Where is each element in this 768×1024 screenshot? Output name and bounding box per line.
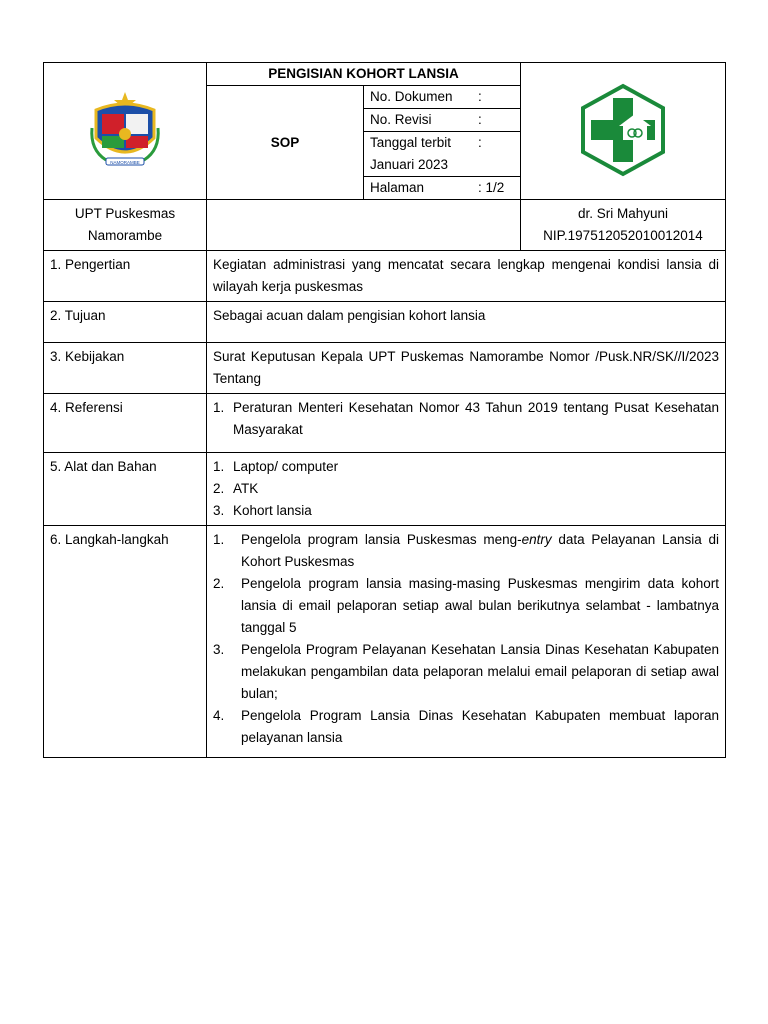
list-item: 1. Laptop/ computer [213, 459, 339, 474]
section-content-tujuan: Sebagai acuan dalam pengisian kohort lansia [207, 302, 726, 343]
section-label-tujuan: 2. Tujuan [44, 302, 207, 343]
section-content-kebijakan: Surat Keputusan Kepala UPT Puskemas Namorambe Nomor /Pusk.NR/SK//I/2023 Tentang [207, 343, 726, 394]
section-content-alat [207, 453, 726, 526]
signatory-cell [521, 200, 726, 251]
section-label-langkah: 6. Langkah-langkah [44, 526, 207, 758]
section-content-referensi [207, 394, 726, 453]
blank-signature-cell [207, 200, 521, 251]
meta-doc-number: No. Dokumen : [364, 86, 521, 109]
meta-issue-date: Tanggal terbit : Januari 2023 [364, 132, 521, 177]
sop-label: SOP [207, 86, 364, 200]
section-label-kebijakan: 3. Kebijakan [44, 343, 207, 394]
section-content-pengertian: Kegiatan administrasi yang mencatat secara lengkap mengenai kondisi lansia di wilayah kerja puskesmas [207, 251, 726, 302]
organization-cell [44, 200, 207, 251]
list-item: 4. Pengelola Program Lansia Dinas Kesehatan Kabupaten membuat laporan pelayanan lansia [213, 708, 719, 745]
list-item: 3. Pengelola Program Pelayanan Kesehatan Lansia Dinas Kesehatan Kabupaten melakukan pengambilan data pelaporan melalui email pelaporan di setiap awal bulan; [213, 642, 719, 701]
list-item: 1. Pengelola program lansia Puskesmas meng-entry data Pelayanan Lansia di Kohort Puskesmas [213, 532, 719, 569]
list-item: 1. Peraturan Menteri Kesehatan Nomor 43 Tahun 2019 tentang Pusat Kesehatan Masyarakat [213, 400, 719, 437]
signatory-nip: NIP.197512052010012014 [543, 228, 703, 243]
section-label-alat: 5. Alat dan Bahan [44, 453, 207, 526]
seal-ribbon-text: NAMORAMBE [110, 159, 140, 165]
puskesmas-logo-cell [521, 63, 726, 200]
meta-revision: No. Revisi : [364, 109, 521, 132]
regency-seal-icon [84, 88, 166, 172]
meta-page: Halaman : 1/2 [364, 177, 521, 200]
section-label-pengertian: 1. Pengertian [44, 251, 207, 302]
header-center [207, 63, 521, 200]
list-item: 2. Pengelola program lansia masing-masing Puskesmas mengirim data kohort lansia di email pelaporan setiap awal bulan berikutnya selambat - lambatnya tanggal 5 [213, 576, 719, 635]
list-item: 2. ATK [213, 481, 259, 496]
regency-seal-cell [44, 63, 207, 200]
sop-document [43, 62, 725, 758]
org-location: Namorambe [87, 228, 163, 243]
section-content-langkah [207, 526, 726, 758]
org-name: UPT Puskesmas [74, 206, 176, 221]
list-item: 3. Kohort lansia [213, 503, 312, 518]
document-title: PENGISIAN KOHORT LANSIA [207, 63, 520, 86]
signatory-name: dr. Sri Mahyuni [577, 206, 669, 221]
puskesmas-logo-icon [575, 82, 671, 178]
sop-table [43, 62, 726, 758]
section-label-referensi: 4. Referensi [44, 394, 207, 453]
